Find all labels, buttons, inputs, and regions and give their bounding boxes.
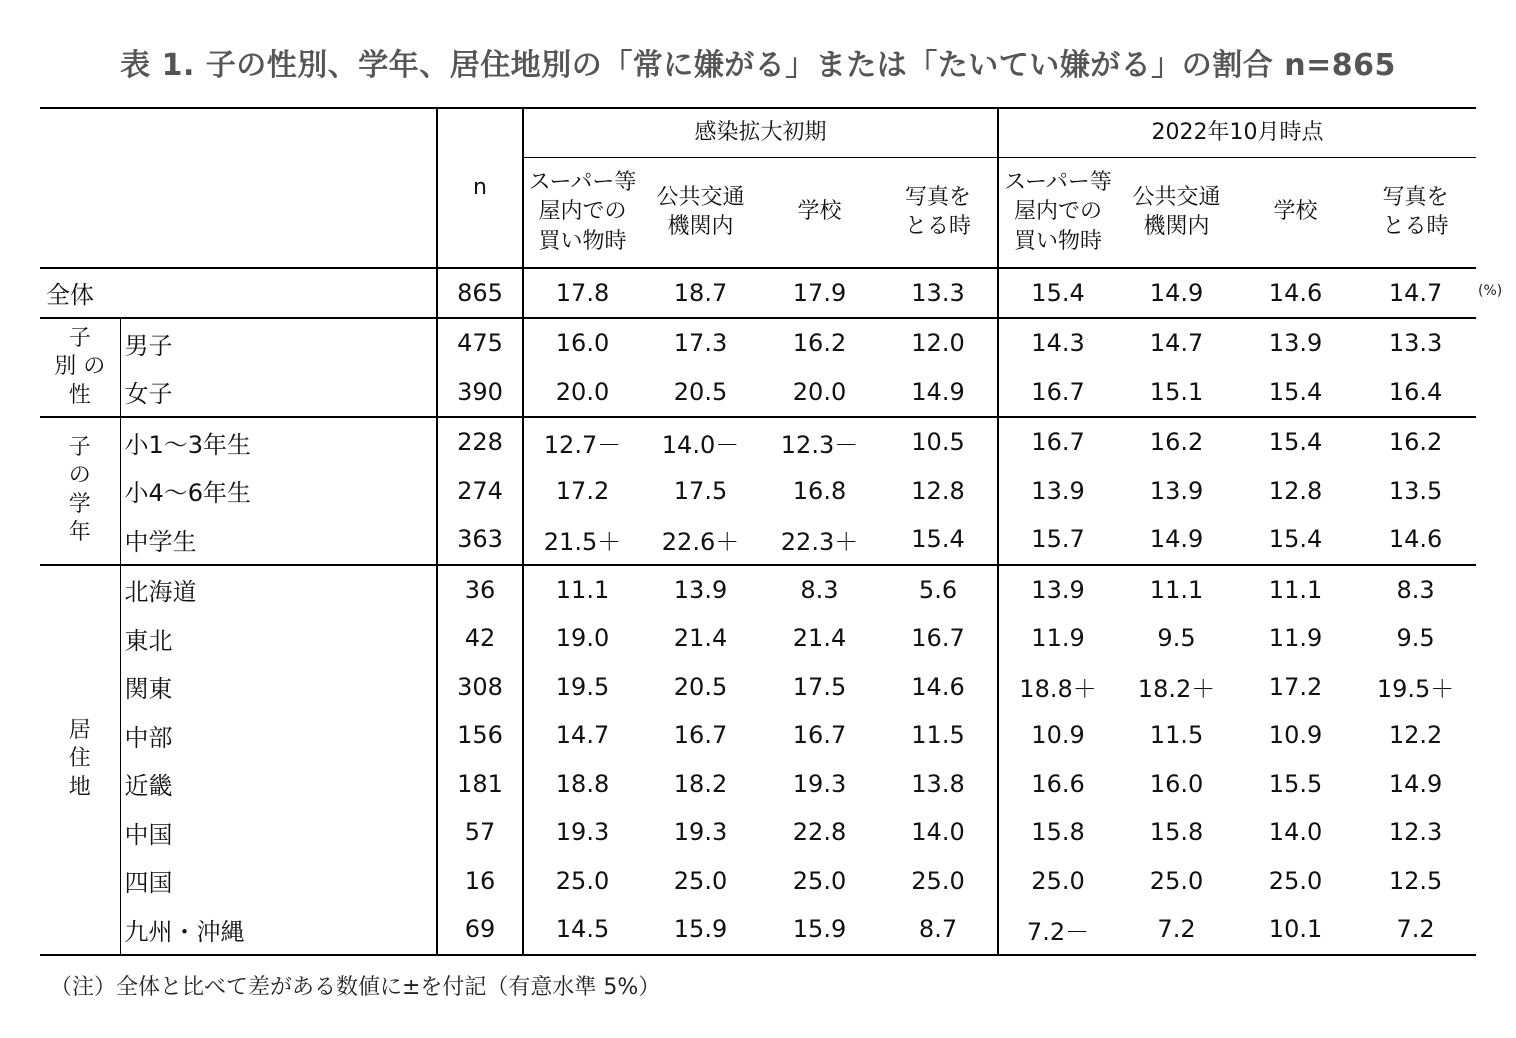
- table-row: [40, 467, 1476, 516]
- row-value: 14.9: [879, 368, 998, 418]
- table-row: [40, 368, 1476, 418]
- row-value: 7.2－: [998, 905, 1117, 955]
- row-value: 13.3: [1355, 318, 1476, 368]
- group-label-line: 子: [68, 325, 91, 351]
- row-n: 57: [437, 808, 523, 857]
- row-value: 20.5: [673, 672, 728, 701]
- row-value: 15.9: [641, 905, 760, 955]
- row-value: 25.0: [673, 866, 728, 895]
- header-col-5: [998, 158, 1117, 268]
- row-value: 12.5: [1388, 866, 1443, 895]
- row-value: 14.6: [1236, 268, 1355, 319]
- row-value: 19.5＋: [1376, 675, 1455, 704]
- header-col-line: 買い物時: [1014, 229, 1103, 255]
- row-value: 11.1: [1117, 565, 1236, 615]
- row-value: 12.3－: [760, 417, 879, 467]
- header-corner: [40, 108, 437, 268]
- row-value: 16.0: [1149, 769, 1204, 798]
- row-value: 19.3: [792, 769, 847, 798]
- table-row: [40, 905, 1476, 955]
- row-value: 13.8: [879, 760, 998, 809]
- header-col-line: 公共交通: [1132, 184, 1221, 210]
- row-value: 14.5: [523, 905, 641, 955]
- row-value: 10.5: [879, 417, 998, 467]
- row-n: 181: [437, 760, 523, 809]
- row-value: 16.2: [760, 318, 879, 368]
- row-value: 16.2: [1117, 417, 1236, 467]
- row-value: 14.7: [1117, 318, 1236, 368]
- row-value: 18.2＋: [1137, 675, 1216, 704]
- row-value: 15.4: [998, 268, 1117, 319]
- row-value: 22.8: [792, 818, 847, 847]
- row-value: 17.2: [1268, 672, 1323, 701]
- group-label: [40, 417, 120, 565]
- group-label-line: 住: [68, 746, 91, 772]
- row-value: 16.7: [673, 721, 728, 750]
- header-n: n: [437, 108, 523, 268]
- row-n: 156: [437, 711, 523, 760]
- group-label: [40, 318, 120, 417]
- row-value: 19.3: [673, 818, 728, 847]
- row-value: 22.3＋: [780, 527, 859, 556]
- header-col-line: 写真を: [1382, 184, 1449, 210]
- row-label: 東北: [120, 614, 437, 663]
- row-label: 小4～6年生: [120, 467, 437, 516]
- row-value: 25.0: [1149, 866, 1204, 895]
- row-value: 18.7: [641, 268, 760, 319]
- header-col-6: [1117, 158, 1236, 268]
- table-row-total: [40, 268, 1476, 319]
- table-row: [40, 417, 1476, 467]
- row-label: 近畿: [120, 760, 437, 809]
- row-value: 14.6: [879, 663, 998, 712]
- row-value: 15.4: [879, 515, 998, 565]
- table-row: [40, 565, 1476, 615]
- row-label: 男子: [120, 318, 437, 368]
- row-value: 13.3: [879, 268, 998, 319]
- row-value: 13.9: [641, 565, 760, 615]
- row-n: 69: [437, 905, 523, 955]
- header-col-1: [523, 158, 641, 268]
- row-value: 13.9: [1031, 476, 1085, 505]
- group-label-line: 地: [68, 774, 91, 800]
- row-value: 10.1: [1236, 905, 1355, 955]
- header-col-line: とる時: [905, 214, 972, 240]
- row-value: 15.8: [1031, 818, 1085, 847]
- row-value: 12.0: [879, 318, 998, 368]
- row-label: 関東: [120, 663, 437, 712]
- row-value: 14.7: [1355, 268, 1476, 319]
- row-value: 5.6: [879, 565, 998, 615]
- header-col-line: 公共交通: [656, 184, 745, 210]
- table-row: [40, 711, 1476, 760]
- row-n: 475: [437, 318, 523, 368]
- row-value: 21.4: [792, 624, 847, 653]
- row-value: 14.3: [998, 318, 1117, 368]
- row-value: 14.6: [1388, 525, 1443, 554]
- row-value: 16.7: [1031, 377, 1085, 406]
- row-value: 16.6: [1031, 769, 1085, 798]
- row-value: 14.0: [879, 808, 998, 857]
- row-value: 15.9: [760, 905, 879, 955]
- header-col-line: スーパー等: [528, 169, 637, 195]
- row-value: 21.5＋: [543, 527, 622, 556]
- row-label: 九州・沖縄: [120, 905, 437, 955]
- row-value: 18.8＋: [1019, 675, 1097, 704]
- row-value: 16.7: [998, 417, 1117, 467]
- row-n: 42: [437, 614, 523, 663]
- header-col-8: [1355, 158, 1476, 268]
- row-value: 8.7: [879, 905, 998, 955]
- row-value: 20.0: [555, 377, 610, 406]
- row-value: 15.8: [1149, 818, 1204, 847]
- row-value: 17.2: [555, 476, 610, 505]
- row-value: 16.2: [1355, 417, 1476, 467]
- row-value: 14.0－: [641, 417, 760, 467]
- row-label: 四国: [120, 857, 437, 906]
- row-value: 12.7－: [523, 417, 641, 467]
- table-row: [40, 318, 1476, 368]
- row-value: 25.0: [555, 866, 610, 895]
- row-value: 11.5: [1149, 721, 1204, 750]
- header-period-2: 2022年10月時点: [998, 108, 1476, 158]
- group-label-line: 別 の: [54, 354, 106, 380]
- row-n: 36: [437, 565, 523, 615]
- row-n: 390: [437, 368, 523, 418]
- row-value: 15.4: [1268, 525, 1323, 554]
- row-n: 865: [437, 268, 523, 319]
- row-value: 14.7: [555, 721, 610, 750]
- row-value: 16.7: [879, 614, 998, 663]
- row-value: 19.0: [555, 624, 610, 653]
- row-n: 274: [437, 467, 523, 516]
- group-label-line: 性: [68, 382, 91, 408]
- footnote: （注）全体と比べて差がある数値に±を付記（有意水準 5%）: [50, 975, 661, 1000]
- row-label: 北海道: [120, 565, 437, 615]
- group-label-line: 子: [68, 434, 91, 460]
- row-value: 17.5: [792, 672, 847, 701]
- row-value: 19.3: [555, 818, 610, 847]
- header-period-1: 感染拡大初期: [523, 108, 998, 158]
- row-value: 11.1: [1236, 565, 1355, 615]
- row-n: 228: [437, 417, 523, 467]
- row-value: 18.2: [673, 769, 728, 798]
- row-value: 13.5: [1388, 476, 1443, 505]
- row-value: 14.9: [1117, 268, 1236, 319]
- row-value: 12.8: [1268, 476, 1323, 505]
- row-label: 中国: [120, 808, 437, 857]
- row-value: 13.9: [998, 565, 1117, 615]
- row-value: 9.5: [1157, 624, 1196, 653]
- row-value: 16.4: [1388, 377, 1443, 406]
- unit-label: (%): [1478, 283, 1503, 299]
- row-label: 全体: [40, 268, 437, 319]
- row-value: 11.1: [523, 565, 641, 615]
- group-label-line: 居: [68, 717, 91, 743]
- row-value: 15.1: [1149, 377, 1204, 406]
- data-table: [40, 107, 1476, 956]
- row-value: 25.0: [1031, 866, 1085, 895]
- header-col-line: 機関内: [1143, 214, 1210, 240]
- header-col-4: [879, 158, 998, 268]
- table-row: [40, 857, 1476, 906]
- row-value: 15.7: [1031, 525, 1085, 554]
- group-label-line: の: [68, 463, 91, 489]
- row-value: 25.0: [792, 866, 847, 895]
- header-col-7: [1236, 158, 1355, 268]
- group-label-line: 年: [68, 520, 91, 546]
- row-value: 12.2: [1388, 721, 1443, 750]
- row-value: 16.7: [792, 721, 847, 750]
- header-col-line: スーパー等: [1004, 169, 1112, 195]
- row-value: 16.0: [523, 318, 641, 368]
- row-value: 12.3: [1388, 818, 1443, 847]
- row-value: 18.8: [555, 769, 610, 798]
- row-n: 363: [437, 515, 523, 565]
- row-value: 13.9: [1236, 318, 1355, 368]
- group-label-line: 学: [68, 491, 91, 517]
- row-value: 14.9: [1388, 769, 1443, 798]
- group-label: [40, 565, 120, 955]
- table-row: [40, 808, 1476, 857]
- row-value: 25.0: [1268, 866, 1323, 895]
- table-title: 表 1. 子の性別、学年、居住地別の「常に嫌がる」または「たいてい嫌がる」の割合 n=865: [120, 48, 1396, 83]
- header-col-2: [641, 158, 760, 268]
- header-col-3: [760, 158, 879, 268]
- header-col-line: 機関内: [667, 214, 734, 240]
- table-row: [40, 614, 1476, 663]
- row-value: 17.9: [760, 268, 879, 319]
- row-label: 小1～3年生: [120, 417, 437, 467]
- header-col-line: 学校: [797, 199, 842, 225]
- row-value: 14.9: [1149, 525, 1204, 554]
- row-value: 9.5: [1396, 624, 1435, 653]
- row-value: 14.0: [1268, 818, 1323, 847]
- row-value: 12.8: [879, 467, 998, 516]
- row-value: 20.0: [792, 377, 847, 406]
- row-value: 15.4: [1236, 417, 1355, 467]
- row-label: 女子: [120, 368, 437, 418]
- row-value: 11.5: [879, 711, 998, 760]
- row-value: 11.9: [1031, 624, 1085, 653]
- row-value: 10.9: [1268, 721, 1323, 750]
- header-col-line: 屋内での: [538, 199, 627, 225]
- table-row: [40, 663, 1476, 712]
- row-value: 15.4: [1268, 377, 1323, 406]
- row-label: 中学生: [120, 515, 437, 565]
- row-value: 7.2: [1117, 905, 1236, 955]
- row-value: 8.3: [1355, 565, 1476, 615]
- row-value: 17.8: [523, 268, 641, 319]
- row-value: 16.8: [792, 476, 847, 505]
- row-value: 21.4: [673, 624, 728, 653]
- row-value: 8.3: [760, 565, 879, 615]
- row-value: 20.5: [673, 377, 728, 406]
- row-value: 7.2: [1355, 905, 1476, 955]
- header-col-line: 写真を: [905, 184, 972, 210]
- header-col-line: 買い物時: [538, 229, 627, 255]
- row-value: 22.6＋: [661, 527, 740, 556]
- row-value: 11.9: [1268, 624, 1323, 653]
- table-row: [40, 760, 1476, 809]
- row-value: 17.3: [641, 318, 760, 368]
- table-row: [40, 515, 1476, 565]
- header-col-line: 屋内での: [1014, 199, 1103, 225]
- row-n: 308: [437, 663, 523, 712]
- row-value: 15.5: [1268, 769, 1323, 798]
- row-value: 13.9: [1149, 476, 1204, 505]
- row-value: 17.5: [673, 476, 728, 505]
- row-value: 25.0: [879, 857, 998, 906]
- row-value: 19.5: [555, 672, 610, 701]
- header-col-line: 学校: [1273, 199, 1318, 225]
- header-col-line: とる時: [1382, 214, 1449, 240]
- row-n: 16: [437, 857, 523, 906]
- row-label: 中部: [120, 711, 437, 760]
- row-value: 10.9: [1031, 721, 1085, 750]
